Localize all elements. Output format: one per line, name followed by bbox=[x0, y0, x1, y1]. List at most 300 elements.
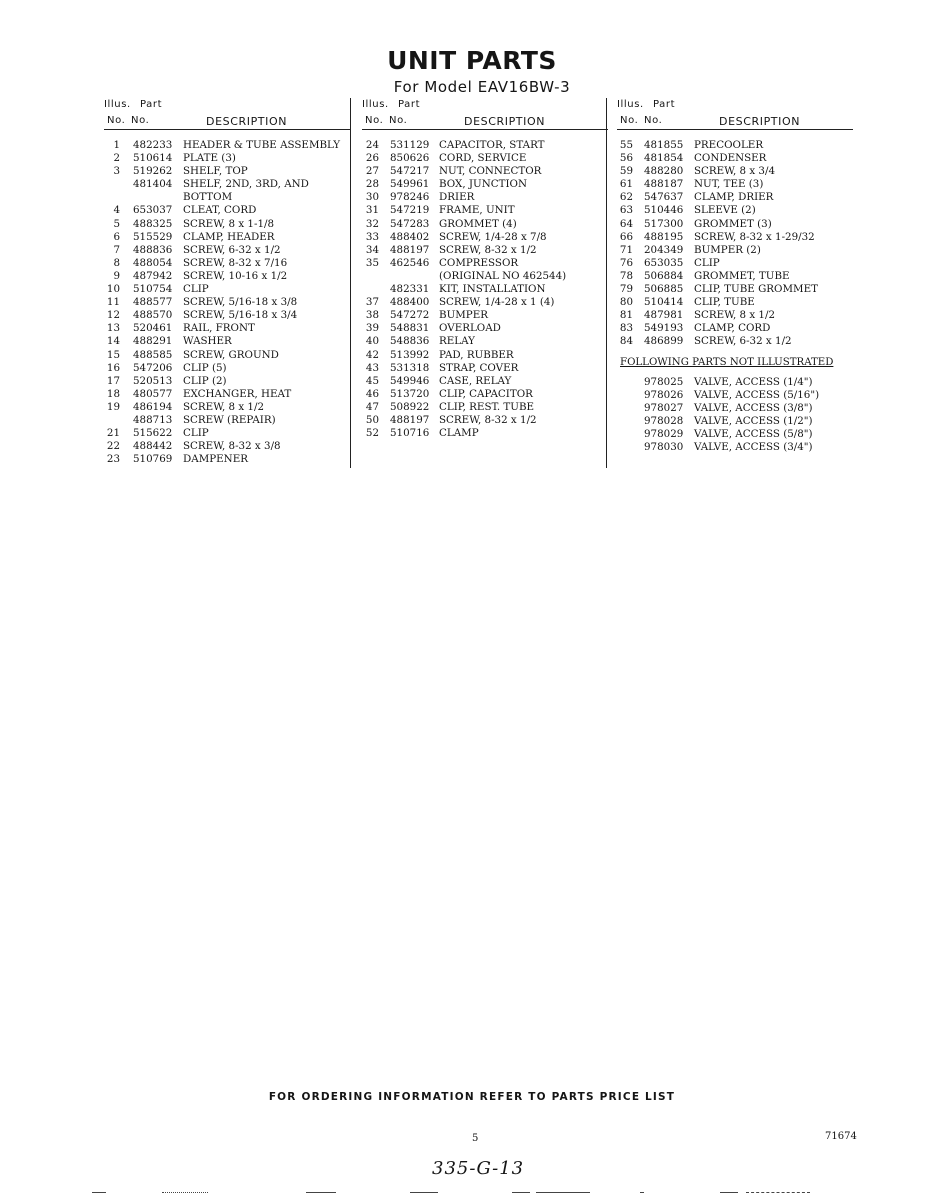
part-row bbox=[104, 296, 350, 309]
part-row bbox=[617, 178, 853, 191]
part-description: SCREW, 6-32 x 1/2 bbox=[694, 335, 792, 348]
part-description: CLAMP, CORD bbox=[694, 322, 771, 335]
part-number: 488570 bbox=[133, 309, 173, 322]
part-row bbox=[617, 415, 853, 428]
illus-number: 79 bbox=[619, 283, 633, 296]
model-subtitle: For Model EAV16BW-3 bbox=[393, 78, 571, 96]
part-row bbox=[104, 231, 350, 244]
part-number: 488325 bbox=[133, 217, 173, 230]
page-title: UNIT PARTS bbox=[387, 46, 557, 75]
part-row bbox=[104, 165, 350, 178]
column-divider bbox=[350, 98, 351, 468]
part-row bbox=[362, 349, 608, 362]
part-row bbox=[362, 270, 608, 283]
part-row bbox=[362, 414, 608, 427]
part-number: 488713 bbox=[133, 413, 173, 426]
part-description: CLAMP, DRIER bbox=[694, 191, 774, 204]
illus-number: 2 bbox=[113, 152, 120, 165]
part-row bbox=[617, 244, 853, 257]
part-description: VALVE, ACCESS (1/2") bbox=[694, 414, 813, 427]
illus-number: 66 bbox=[619, 230, 633, 243]
part-number: 547272 bbox=[390, 309, 430, 322]
illus-number: 30 bbox=[365, 191, 379, 204]
part-number: 510716 bbox=[390, 427, 430, 440]
part-number: 531129 bbox=[390, 139, 430, 151]
part-row bbox=[617, 376, 853, 389]
header-description: DESCRIPTION bbox=[464, 115, 546, 128]
part-number: 481855 bbox=[644, 139, 684, 151]
part-row bbox=[104, 322, 350, 335]
illus-number: 17 bbox=[106, 374, 120, 387]
part-number: 519262 bbox=[133, 165, 173, 178]
part-row bbox=[362, 178, 608, 191]
part-row bbox=[362, 139, 608, 152]
part-number: 488187 bbox=[644, 178, 684, 191]
illus-number: 40 bbox=[365, 335, 379, 348]
part-number: 482331 bbox=[390, 283, 430, 296]
part-row bbox=[617, 441, 853, 454]
illus-number: 62 bbox=[619, 191, 633, 204]
part-description: CAPACITOR, START bbox=[439, 139, 545, 151]
part-number: 510414 bbox=[644, 296, 684, 309]
part-number: 547219 bbox=[390, 204, 430, 217]
part-description: CLIP bbox=[694, 256, 720, 269]
part-row bbox=[104, 388, 350, 401]
part-number: 488195 bbox=[644, 230, 684, 243]
column-header bbox=[104, 98, 350, 132]
part-description: SCREW, 8-32 x 1/2 bbox=[439, 413, 537, 426]
part-row bbox=[617, 428, 853, 441]
illus-number: 4 bbox=[113, 204, 120, 217]
part-number: 978030 bbox=[644, 440, 684, 453]
part-description: SCREW, 8-32 x 1/2 bbox=[439, 243, 537, 256]
scan-artifacts bbox=[0, 1192, 944, 1196]
part-row bbox=[104, 414, 350, 427]
part-row bbox=[104, 362, 350, 375]
part-row bbox=[362, 257, 608, 270]
part-row bbox=[362, 204, 608, 217]
illus-number: 5 bbox=[113, 217, 120, 230]
illus-number: 34 bbox=[365, 243, 379, 256]
part-description: CASE, RELAY bbox=[439, 374, 512, 387]
illus-number: 50 bbox=[365, 413, 379, 426]
part-description: EXCHANGER, HEAT bbox=[183, 387, 292, 400]
illus-number: 23 bbox=[106, 453, 120, 466]
part-number: 549961 bbox=[390, 178, 430, 191]
illus-number: 13 bbox=[106, 322, 120, 335]
header-part-no: No. bbox=[644, 115, 663, 126]
part-row bbox=[104, 283, 350, 296]
part-number: 517300 bbox=[644, 217, 684, 230]
parts-column-2 bbox=[362, 98, 608, 440]
part-row bbox=[362, 388, 608, 401]
part-number: 520513 bbox=[133, 374, 173, 387]
parts-column-3 bbox=[617, 98, 853, 454]
part-number: 488054 bbox=[133, 256, 173, 269]
part-description: VALVE, ACCESS (5/8") bbox=[694, 427, 813, 440]
part-number: 515622 bbox=[133, 427, 173, 440]
part-number: 488577 bbox=[133, 296, 173, 309]
part-row bbox=[362, 375, 608, 388]
part-description: SHELF, TOP bbox=[183, 165, 248, 178]
part-description: GROMMET (3) bbox=[694, 217, 772, 230]
part-description: (ORIGINAL NO 462544) bbox=[439, 269, 567, 282]
part-row bbox=[104, 139, 350, 152]
part-description: VALVE, ACCESS (1/4") bbox=[694, 375, 813, 388]
part-description: BOX, JUNCTION bbox=[439, 178, 527, 191]
part-description: OVERLOAD bbox=[439, 322, 501, 335]
part-number: 506884 bbox=[644, 269, 684, 282]
part-row bbox=[617, 165, 853, 178]
header-part: Part bbox=[398, 99, 421, 110]
part-description: BOTTOM bbox=[183, 191, 233, 204]
illus-number: 28 bbox=[365, 178, 379, 191]
part-number: 510446 bbox=[644, 204, 684, 217]
handwritten-note: 335-G-13 bbox=[432, 1158, 525, 1179]
part-row bbox=[617, 191, 853, 204]
part-number: 547217 bbox=[390, 165, 430, 178]
part-description: CORD, SERVICE bbox=[439, 152, 527, 165]
part-row bbox=[617, 296, 853, 309]
part-row bbox=[362, 335, 608, 348]
part-number: 978025 bbox=[644, 375, 684, 388]
part-number: 204349 bbox=[644, 243, 684, 256]
part-description: SCREW, 8 x 1/2 bbox=[694, 309, 776, 322]
header-illus-no: No. bbox=[620, 115, 639, 126]
part-row bbox=[362, 427, 608, 440]
illus-number: 42 bbox=[365, 348, 379, 361]
part-row bbox=[362, 165, 608, 178]
part-description: SCREW, 8 x 1-1/8 bbox=[183, 217, 275, 230]
column-header bbox=[617, 98, 853, 132]
part-description: SCREW, 8-32 x 7/16 bbox=[183, 256, 288, 269]
header-description: DESCRIPTION bbox=[719, 115, 801, 128]
part-description: PRECOOLER bbox=[694, 139, 764, 151]
part-row bbox=[104, 270, 350, 283]
part-row bbox=[104, 191, 350, 204]
part-number: 487942 bbox=[133, 269, 173, 282]
illus-number: 47 bbox=[365, 400, 379, 413]
part-row bbox=[362, 362, 608, 375]
part-description: SCREW, 6-32 x 1/2 bbox=[183, 243, 281, 256]
part-number: 462546 bbox=[390, 256, 430, 269]
header-part-no: No. bbox=[131, 115, 150, 126]
part-number: 513720 bbox=[390, 387, 430, 400]
illus-number: 1 bbox=[113, 139, 120, 151]
part-description: CONDENSER bbox=[694, 152, 767, 165]
illus-number: 27 bbox=[365, 165, 379, 178]
part-row bbox=[104, 218, 350, 231]
illus-number: 38 bbox=[365, 309, 379, 322]
part-number: 488197 bbox=[390, 413, 430, 426]
part-row bbox=[362, 231, 608, 244]
illus-number: 32 bbox=[365, 217, 379, 230]
part-number: 547206 bbox=[133, 361, 173, 374]
part-description: BUMPER bbox=[439, 309, 488, 322]
part-number: 488836 bbox=[133, 243, 173, 256]
illus-number: 76 bbox=[619, 256, 633, 269]
part-number: 488585 bbox=[133, 348, 173, 361]
part-description: HEADER & TUBE ASSEMBLY bbox=[183, 139, 341, 151]
illus-number: 35 bbox=[365, 256, 379, 269]
part-description: CLIP, CAPACITOR bbox=[439, 387, 533, 400]
part-description: PLATE (3) bbox=[183, 152, 236, 165]
part-number: 547637 bbox=[644, 191, 684, 204]
part-description: CLIP (5) bbox=[183, 361, 227, 374]
ordering-footer: FOR ORDERING INFORMATION REFER TO PARTS PRICE LIST bbox=[268, 1091, 676, 1103]
illus-number: 84 bbox=[619, 335, 633, 348]
part-description: GROMMET (4) bbox=[439, 217, 517, 230]
part-number: 482233 bbox=[133, 139, 173, 151]
parts-column-1 bbox=[104, 98, 350, 466]
part-number: 488291 bbox=[133, 335, 173, 348]
parts-rows bbox=[362, 139, 608, 440]
part-row bbox=[617, 139, 853, 152]
part-row bbox=[617, 231, 853, 244]
part-description: PAD, RUBBER bbox=[439, 348, 514, 361]
document-code: 71674 bbox=[825, 1131, 857, 1142]
part-number: 978246 bbox=[390, 191, 430, 204]
part-description: NUT, CONNECTOR bbox=[439, 165, 542, 178]
part-description: CLIP, REST. TUBE bbox=[439, 400, 535, 413]
part-row bbox=[362, 322, 608, 335]
illus-number: 71 bbox=[619, 243, 633, 256]
illus-number: 12 bbox=[106, 309, 120, 322]
part-description: COMPRESSOR bbox=[439, 256, 519, 269]
part-row bbox=[104, 309, 350, 322]
part-number: 486194 bbox=[133, 400, 173, 413]
part-number: 653037 bbox=[133, 204, 173, 217]
part-row bbox=[104, 401, 350, 414]
part-description: DAMPENER bbox=[183, 453, 248, 466]
illus-number: 19 bbox=[106, 400, 120, 413]
not-illustrated-rows bbox=[617, 376, 853, 455]
part-description: STRAP, COVER bbox=[439, 361, 519, 374]
illus-number: 15 bbox=[106, 348, 120, 361]
part-row bbox=[104, 427, 350, 440]
part-number: 531318 bbox=[390, 361, 430, 374]
part-row bbox=[104, 375, 350, 388]
illus-number: 43 bbox=[365, 361, 379, 374]
part-description: SHELF, 2ND, 3RD, AND bbox=[183, 178, 309, 191]
part-number: 978029 bbox=[644, 427, 684, 440]
illus-number: 45 bbox=[365, 374, 379, 387]
part-description: BUMPER (2) bbox=[694, 243, 761, 256]
header-rule bbox=[104, 129, 350, 130]
part-number: 547283 bbox=[390, 217, 430, 230]
part-description: RAIL, FRONT bbox=[183, 322, 255, 335]
illus-number: 16 bbox=[106, 361, 120, 374]
header-illus-no: No. bbox=[365, 115, 384, 126]
illus-number: 8 bbox=[113, 256, 120, 269]
illus-number: 64 bbox=[619, 217, 633, 230]
parts-rows bbox=[104, 139, 350, 466]
part-description: GROMMET, TUBE bbox=[694, 269, 790, 282]
header-part-no: No. bbox=[389, 115, 408, 126]
part-row bbox=[362, 309, 608, 322]
part-row bbox=[617, 322, 853, 335]
part-description: SCREW, 1/4-28 x 1 (4) bbox=[439, 296, 555, 309]
part-number: 515529 bbox=[133, 230, 173, 243]
part-number: 978026 bbox=[644, 388, 684, 401]
illus-number: 80 bbox=[619, 296, 633, 309]
part-number: 506885 bbox=[644, 283, 684, 296]
header-illus: Illus. bbox=[104, 99, 131, 110]
illus-number: 81 bbox=[619, 309, 633, 322]
part-number: 488400 bbox=[390, 296, 430, 309]
illus-number: 78 bbox=[619, 269, 633, 282]
part-description: SCREW, 8-32 x 1-29/32 bbox=[694, 230, 815, 243]
part-description: CLIP, TUBE GROMMET bbox=[694, 283, 818, 296]
part-number: 978028 bbox=[644, 414, 684, 427]
part-number: 510769 bbox=[133, 453, 173, 466]
part-number: 510754 bbox=[133, 283, 173, 296]
part-description: CLIP, TUBE bbox=[694, 296, 755, 309]
part-row bbox=[617, 257, 853, 270]
part-row bbox=[617, 389, 853, 402]
part-row bbox=[104, 440, 350, 453]
part-number: 488402 bbox=[390, 230, 430, 243]
part-row bbox=[104, 257, 350, 270]
part-row bbox=[362, 244, 608, 257]
illus-number: 37 bbox=[365, 296, 379, 309]
illus-number: 24 bbox=[365, 139, 379, 151]
column-header bbox=[362, 98, 608, 132]
header-rule bbox=[617, 129, 853, 130]
illus-number: 83 bbox=[619, 322, 633, 335]
illus-number: 31 bbox=[365, 204, 379, 217]
header-part: Part bbox=[140, 99, 163, 110]
part-description: SCREW, GROUND bbox=[183, 348, 279, 361]
illus-number: 21 bbox=[106, 427, 120, 440]
illus-number: 39 bbox=[365, 322, 379, 335]
part-number: 513992 bbox=[390, 348, 430, 361]
part-row bbox=[362, 401, 608, 414]
part-description: SLEEVE (2) bbox=[694, 204, 756, 217]
part-number: 548836 bbox=[390, 335, 430, 348]
part-row bbox=[362, 152, 608, 165]
part-number: 487981 bbox=[644, 309, 684, 322]
part-row bbox=[104, 204, 350, 217]
illus-number: 59 bbox=[619, 165, 633, 178]
part-description: NUT, TEE (3) bbox=[694, 178, 764, 191]
illus-number: 6 bbox=[113, 230, 120, 243]
part-description: VALVE, ACCESS (3/4") bbox=[694, 440, 813, 453]
part-row bbox=[104, 244, 350, 257]
part-description: SCREW, 1/4-28 x 7/8 bbox=[439, 230, 547, 243]
illus-number: 55 bbox=[619, 139, 633, 151]
part-number: 549946 bbox=[390, 374, 430, 387]
part-description: SCREW, 5/16-18 x 3/8 bbox=[183, 296, 298, 309]
part-number: 653035 bbox=[644, 256, 684, 269]
part-description: SCREW, 8-32 x 3/8 bbox=[183, 440, 281, 453]
header-illus-no: No. bbox=[107, 115, 126, 126]
part-row bbox=[617, 402, 853, 415]
part-description: SCREW (REPAIR) bbox=[183, 413, 276, 426]
illus-number: 7 bbox=[113, 243, 120, 256]
page-number: 5 bbox=[472, 1133, 479, 1144]
part-description: DRIER bbox=[439, 191, 475, 204]
illus-number: 61 bbox=[619, 178, 633, 191]
part-number: 488280 bbox=[644, 165, 684, 178]
part-number: 978027 bbox=[644, 401, 684, 414]
header-part: Part bbox=[653, 99, 676, 110]
illus-number: 26 bbox=[365, 152, 379, 165]
illus-number: 56 bbox=[619, 152, 633, 165]
header-description: DESCRIPTION bbox=[206, 115, 288, 128]
illus-number: 9 bbox=[113, 269, 120, 282]
illus-number: 18 bbox=[106, 387, 120, 400]
part-description: KIT, INSTALLATION bbox=[439, 283, 546, 296]
illus-number: 52 bbox=[365, 427, 379, 440]
part-number: 510614 bbox=[133, 152, 173, 165]
part-number: 488442 bbox=[133, 440, 173, 453]
header-rule bbox=[362, 129, 608, 130]
part-row bbox=[104, 178, 350, 191]
part-number: 508922 bbox=[390, 400, 430, 413]
part-row bbox=[617, 335, 853, 348]
illus-number: 46 bbox=[365, 387, 379, 400]
part-number: 481404 bbox=[133, 178, 173, 191]
part-row bbox=[362, 296, 608, 309]
part-description: CLIP bbox=[183, 427, 209, 440]
part-number: 549193 bbox=[644, 322, 684, 335]
part-number: 481854 bbox=[644, 152, 684, 165]
part-description: VALVE, ACCESS (5/16") bbox=[694, 388, 820, 401]
illus-number: 33 bbox=[365, 230, 379, 243]
part-row bbox=[362, 283, 608, 296]
part-row bbox=[617, 152, 853, 165]
part-description: SCREW, 8 x 3/4 bbox=[694, 165, 776, 178]
part-row bbox=[617, 218, 853, 231]
part-row bbox=[104, 349, 350, 362]
parts-rows bbox=[617, 139, 853, 349]
part-row bbox=[104, 152, 350, 165]
not-illustrated-heading: FOLLOWING PARTS NOT ILLUSTRATED bbox=[620, 356, 834, 368]
part-description: VALVE, ACCESS (3/8") bbox=[694, 401, 813, 414]
part-number: 548831 bbox=[390, 322, 430, 335]
part-description: WASHER bbox=[183, 335, 232, 348]
part-description: SCREW, 5/16-18 x 3/4 bbox=[183, 309, 298, 322]
part-number: 488197 bbox=[390, 243, 430, 256]
illus-number: 22 bbox=[106, 440, 120, 453]
header-illus: Illus. bbox=[617, 99, 644, 110]
part-number: 480577 bbox=[133, 387, 173, 400]
part-number: 520461 bbox=[133, 322, 173, 335]
part-description: SCREW, 8 x 1/2 bbox=[183, 400, 265, 413]
header-illus: Illus. bbox=[362, 99, 389, 110]
part-row bbox=[104, 335, 350, 348]
illus-number: 10 bbox=[106, 283, 120, 296]
part-description: RELAY bbox=[439, 335, 475, 348]
illus-number: 63 bbox=[619, 204, 633, 217]
part-row bbox=[617, 204, 853, 217]
part-description: CLIP (2) bbox=[183, 374, 227, 387]
illus-number: 11 bbox=[106, 296, 120, 309]
part-row bbox=[617, 270, 853, 283]
part-number: 486899 bbox=[644, 335, 684, 348]
part-row bbox=[617, 283, 853, 296]
part-description: CLIP bbox=[183, 283, 209, 296]
part-row bbox=[362, 191, 608, 204]
part-description: SCREW, 10-16 x 1/2 bbox=[183, 269, 288, 282]
part-row bbox=[617, 309, 853, 322]
part-number: 850626 bbox=[390, 152, 430, 165]
illus-number: 14 bbox=[106, 335, 120, 348]
part-description: CLEAT, CORD bbox=[183, 204, 257, 217]
part-description: FRAME, UNIT bbox=[439, 204, 515, 217]
illus-number: 3 bbox=[113, 165, 120, 178]
